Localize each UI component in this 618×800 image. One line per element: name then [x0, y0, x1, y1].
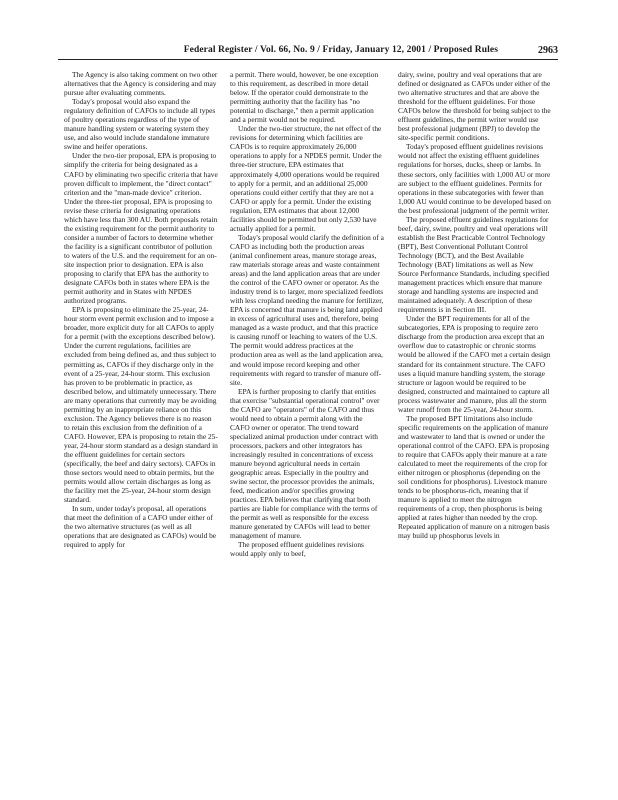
page-header	[58, 45, 558, 60]
page-number: 2963	[538, 45, 558, 56]
running-head: Federal Register / Vol. 66, No. 9 / Friday, January 12, 2001 / Proposed Rules	[183, 45, 498, 55]
paragraph: The proposed BPT limitations also include specific requirements on the application of manure and wastewater to land that is owned or under the operational control of the CAFO. EPA is proposing to require that CAFOs apply their manure at a rate calculated to meet the requirements of the crop for either nitrogen or phosphorus (depending on the soil conditions for phosphorus). Livestock manure tends to be phosphorus-rich, meaning that if manure is applied to meet the nitrogen requirements of a crop, then phosphorus is being applied at rates higher than needed by the crop. Repeated application of manure on a nitrogen basis may build up phosphorus levels in	[398, 413, 550, 541]
paragraph: EPA is proposing to eliminate the 25-year, 24-hour storm event permit exclusion and to impose a broader, more explicit duty for all CAFOs to apply for a permit (with the exceptions described below). Under the current regulations, facilities are excluded from being defined as, and thus subject to permitting as, CAFOs if they discharge only in the event of a 25-year, 24-hour storm. This exclusion has proven to be problematic in practice, as described below, and ultimately unnecessary. There are many operations that currently may be avoiding permitting by an inappropriate reliance on this exclusion. The Agency believes there is no reason to retain this exclusion from the definition of a CAFO. However, EPA is proposing to retain the 25-year, 24-hour storm standard as a design standard in the effluent guidelines for certain sectors (specifically, the beef and dairy sectors). CAFOs in those sectors would need to obtain permits, but the permits would allow certain discharges as long as the facility met the 25-year, 24-hour storm design standard.	[64, 305, 218, 505]
paragraph: Today's proposal would also expand the regulatory definition of CAFOs to include all types of poultry operations regardless of the type of manure handling system or watering system they use, and also would include standalone immature swine and heifer operations.	[64, 97, 216, 152]
paragraph: The proposed effluent guidelines regulations for beef, dairy, swine, poultry and veal operations will establish the Best Practicable Control Technology (BPT), Best Conventional Pollutant Control Technology (BCT), and the Best Available Technology (BAT) limitations as well as New Source Performance Standards, including specified management practices which ensure that manure storage and handling systems are inspected and maintained adequately. A description of these requirements is in Section III.	[398, 214, 550, 315]
paragraph: Under the BPT requirements for all of the subcategories, EPA is proposing to require zero discharge from the production area except that an overflow due to catastrophic or chronic storms would be allowed if the CAFO met a certain design standard for its containment structure. The CAFO uses a liquid manure handling system, the storage structure or lagoon would be required to be designed, constructed and maintained to capture all process wastewater and manure, plus all the storm water runoff from the 25-year, 24-hour storm.	[398, 314, 551, 414]
paragraph: The proposed effluent guidelines revisions would apply only to beef,	[230, 540, 364, 559]
paragraph: dairy, swine, poultry and veal operations that are defined or designated as CAFOs under either of the two alternative structures and that are above the threshold for the effluent guidelines. For those CAFOs below the threshold for being subject to the effluent guidelines, the permit writer would use best professional judgment (BPJ) to develop the site-specific permit conditions.	[398, 70, 551, 143]
paragraph: In sum, under today's proposal, all operations that meet the definition of a CAFO under either of the two alternative structures (as well as all operations that are designated as CAFOs) would be required to apply for	[64, 504, 217, 550]
paragraph: The Agency is also taking comment on two other alternatives that the Agency is considering and may pursue after evaluating comments.	[64, 70, 218, 98]
text-column-3	[398, 70, 552, 770]
paragraph: EPA is further proposing to clarify that entities that exercise "substantial operational control" over the CAFO are "operators" of the CAFO and thus would need to obtain a permit along with the CAFO owner or operator. The trend toward specialized animal production under contract with processors, packers and other integrators has increasingly resulted in concentrations of excess manure beyond agricultural needs in certain geographic areas. Especially in the poultry and swine sector, the processor provides the animals, feed, medication and/or specifies growing practices. EPA believes that clarifying that both parties are liable for compliance with the terms of the permit as well as responsible for the excess manure generated by CAFOs will lead to better management of manure.	[230, 386, 380, 541]
paragraph: a permit. There would, however, be one exception to this requirement, as described in more detail below. If the operator could demonstrate to the permitting authority that the facility has "no potential to discharge," then a permit application and a permit would not be required.	[230, 70, 379, 125]
paragraph: Today's proposal would clarify the definition of a CAFO as including both the production areas (animal confinement areas, manure storage areas, raw materials storage areas and waste containment areas) and the land application areas that are under the control of the CAFO owner or operator. As the industry trend is to larger, more specialized feedlots with less cropland needing the manure for fertilizer, EPA is concerned that manure is being land applied in excess of agricultural uses and, therefore, being managed as a waste product, and that this practice is causing runoff or leaching to waters of the U.S. The permit would address practices at the production area as well as the land application area, and would impose record keeping and other requirements with regard to transfer of manure off-site.	[230, 232, 384, 387]
paragraph: Under the two-tier structure, the net effect of the revisions for determining which facilities are CAFOs is to require approximately 26,000 operations to apply for a NPDES permit. Under the three-tier structure, EPA estimates that approximately 4,000 operations would be required to apply for a permit, and an additional 25,000 operations could either certify that they are not a CAFO or apply for a permit. Under the existing regulation, EPA estimates that about 12,000 facilities should be permitted but only 2,530 have actually applied for a permit.	[230, 124, 382, 233]
text-column-1	[64, 70, 218, 770]
paragraph: Today's proposed effluent guidelines revisions would not affect the existing effluent guidelines regulations for horses, ducks, sheep or lambs. In these sectors, only facilities with 1,000 AU or more are subject to the effluent guidelines. Permits for operations in these subcategories with fewer than 1,000 AU would continue to be developed based on the best professional judgment of the permit writer.	[398, 142, 551, 215]
text-column-2	[230, 70, 384, 770]
paragraph: Under the two-tier proposal, EPA is proposing to simplify the criteria for being designated as a CAFO by eliminating two specific criteria that have proven difficult to implement, the "direct contact" criterion and the "man-made device" criterion. Under the three-tier proposal, EPA is proposing to revise these criteria for designating operations which have less than 300 AU. Both proposals retain the existing requirement for the permit authority to consider a number of factors to determine whether the facility is a significant contributor of pollution to waters of the U.S. and the requirement for an on-site inspection prior to designation. EPA is also proposing to clarify that EPA has the authority to designate CAFOs both in states where EPA is the permit authority and in States with NPDES authorized programs.	[64, 151, 218, 306]
